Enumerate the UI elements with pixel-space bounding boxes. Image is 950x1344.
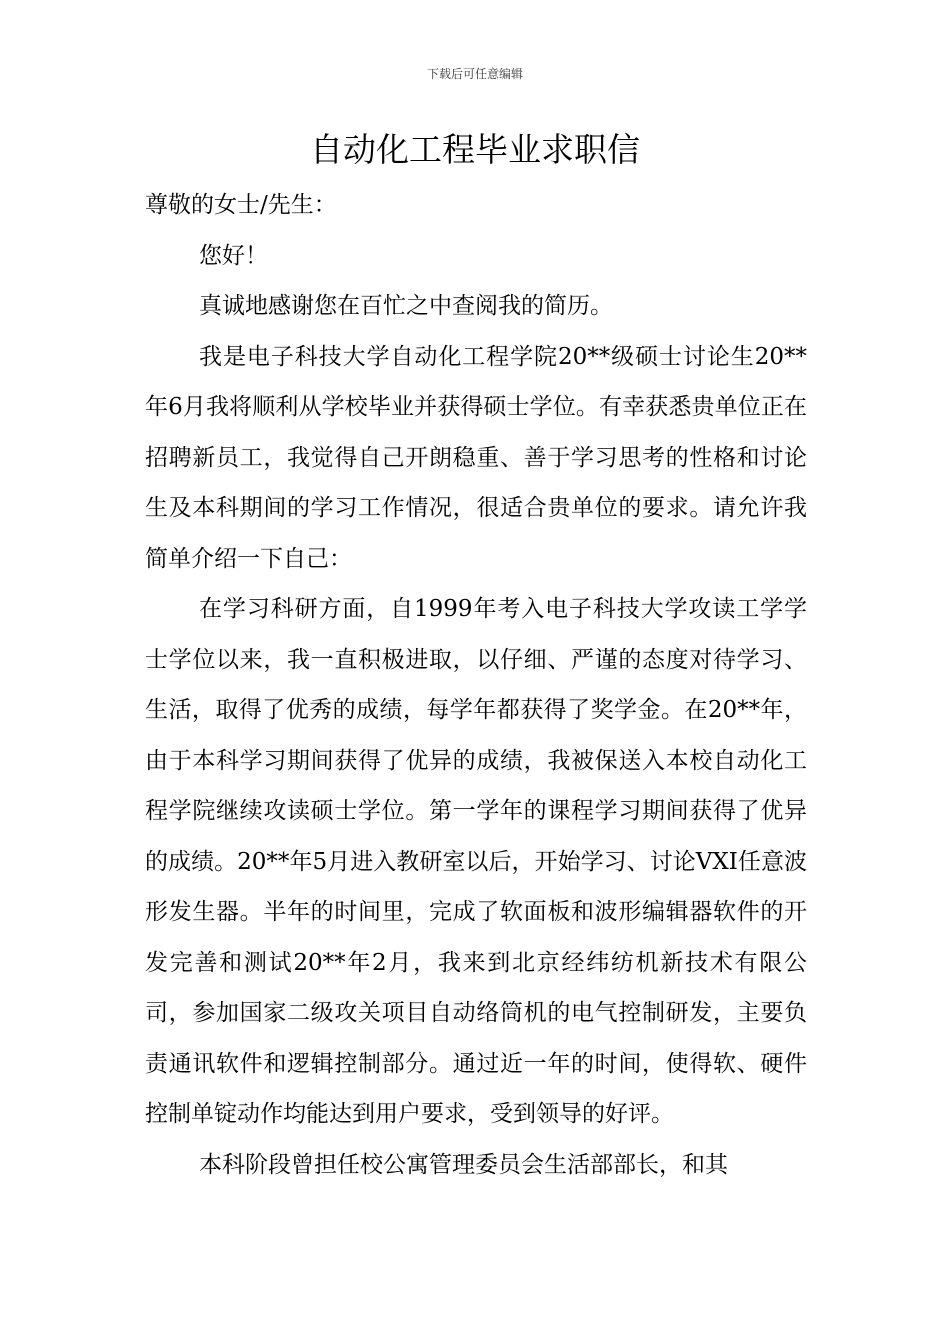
letter-body — [145, 180, 807, 1190]
salutation: 尊敬的女士/先生： — [145, 192, 337, 218]
paragraph-undergraduate-roles: 本科阶段曾担任校公寓管理委员会生活部部长，和其 — [199, 1151, 729, 1178]
paragraph-study-research: 在学习科研方面，自1999年考入电子科技大学攻读工学学士学位以来，我一直积极进取，以仔细、严谨的态度对待学习、生活，取得了优秀的成绩，每学年都获得了奖学金。在20**年，由于本科学习期间获得了优异的成绩，我被保送入本校自动化工程学院继续攻读硕士学位。第一学年的课程学习期间获得了优异的成绩。20**年5月进入教研室以后，开始学习、讨论VXI任意波形发生器。半年的时间里，完成了软面板和波形编辑器软件的开发完善和测试20**年2月，我来到北京经纬纺机新技术有限公司，参加国家二级攻关项目自动络筒机的电气控制研发，主要负责通讯软件和逻辑控制部分。通过近一年的时间，使得软、硬件控制单锭动作均能达到用户要求，受到领导的好评。 — [145, 596, 807, 1127]
paragraph-thanks: 真诚地感谢您在百忙之中查阅我的简历。 — [199, 293, 614, 319]
paragraph-greeting: 您好！ — [199, 242, 269, 269]
document-title: 自动化工程毕业求职信 — [310, 130, 640, 169]
paragraph-introduction: 我是电子科技大学自动化工程学院20**级硕士讨论生20**年6月我将顺利从学校毕业并获得硕士学位。有幸获悉贵单位正在招聘新员工，我觉得自己开朗稳重、善于学习思考的性格和讨论生及本科期间的学习工作情况，很适合贵单位的要求。请允许我简单介绍一下自己： — [145, 343, 807, 572]
header-note: 下载后可任意编辑 — [426, 67, 523, 81]
